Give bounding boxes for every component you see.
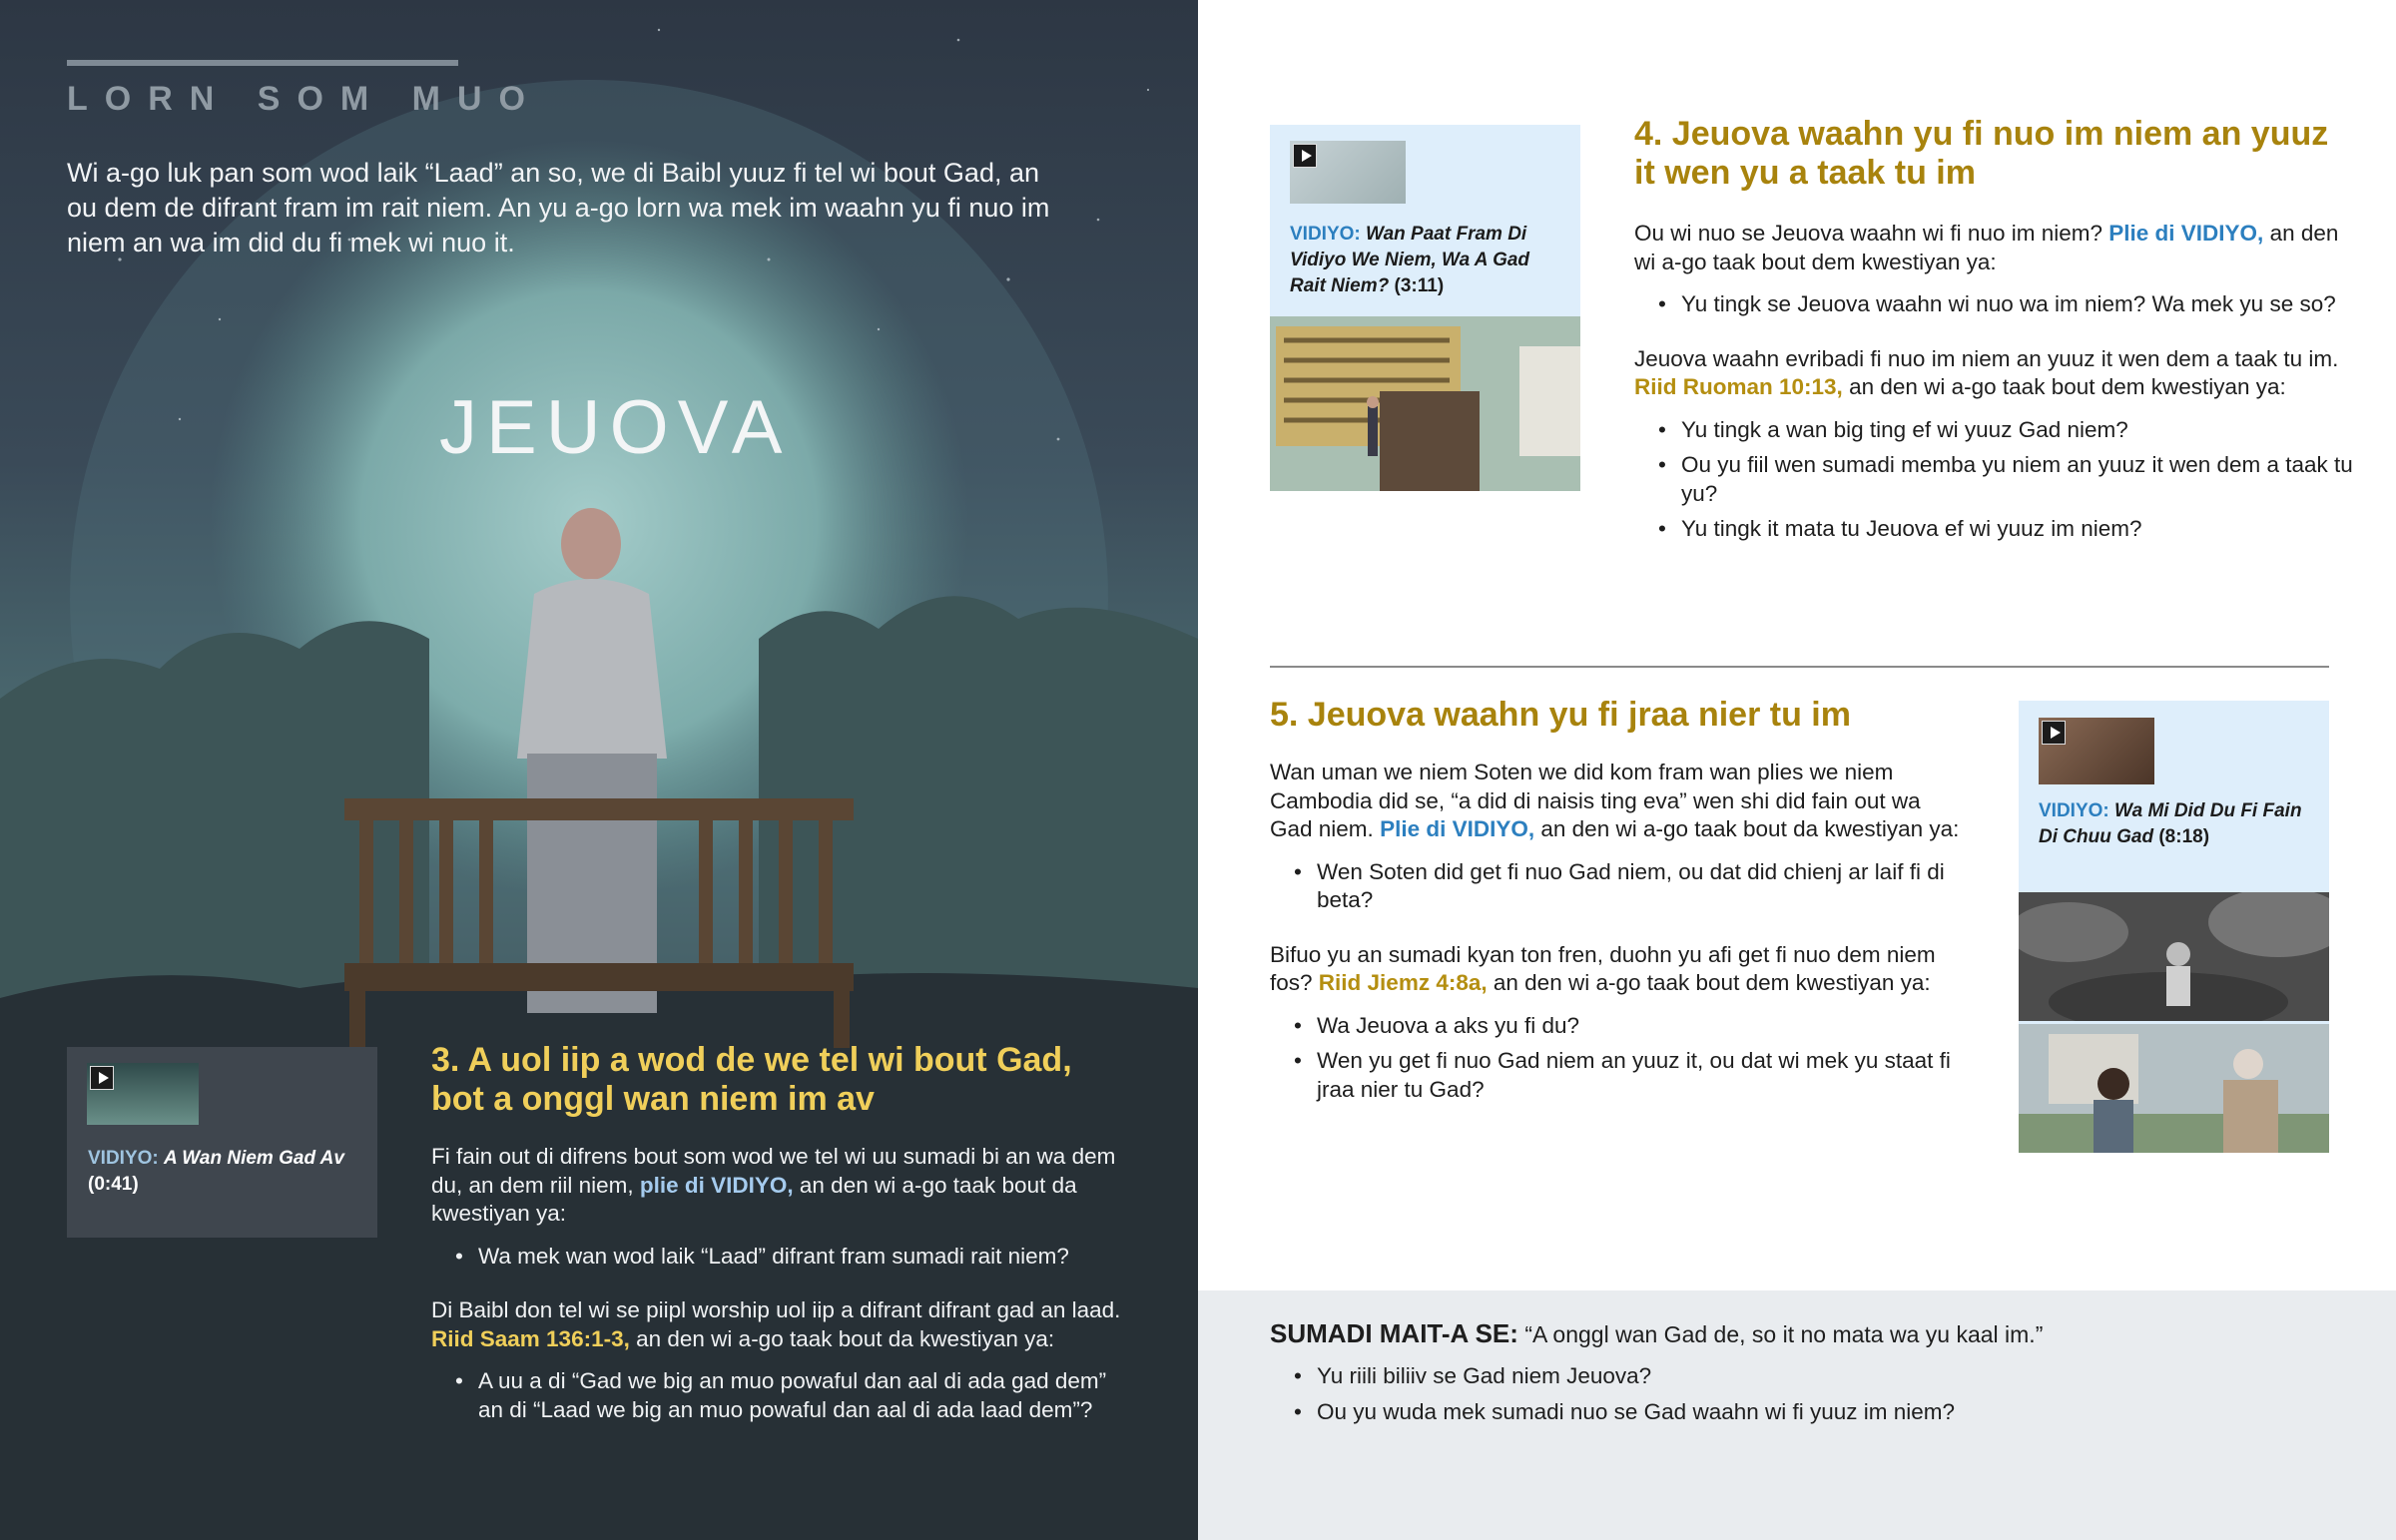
right-panel [1198,0,2396,1540]
section-3-body [431,1143,1130,1450]
question: • Ou yu wuda mek sumadi nuo se Gad waahn wi fi yuuz im niem? [1270,1398,2368,1427]
video-thumbnail[interactable] [87,1063,199,1125]
video-duration: (3:11) [1394,275,1445,296]
video-caption: VIDIYO: Wa Mi Did Du Fi Fain Di Chuu Gad (8:18) [2039,800,2302,847]
video-still-image [2019,1024,2329,1153]
video-card-4[interactable] [1270,125,1580,491]
video-duration: (8:18) [2158,826,2210,847]
question: • Yu tingk it mata tu Jeuova ef wi yuuz im niem? [1634,515,2363,544]
section-3-paragraph-2: Di Baibl don tel wi se piipl worship uol iip a difrant difrant gad an laad. Riid Saam 136:1-3, an den wi a-go taak bout da kwestiyan ya: [431,1297,1121,1351]
video-still-image [2019,892,2329,1021]
someone-might-say [1270,1318,2368,1349]
play-video-link[interactable]: Plie di VIDIYO, [1380,816,1535,841]
video-still-image [1270,316,1580,491]
manuscript-scene [1270,316,1580,491]
question: • Yu riili biliiv se Gad niem Jeuova? [1270,1362,2368,1391]
question-list [1634,416,2363,544]
play-video-link[interactable]: plie di VIDIYO, [639,1172,794,1198]
question: • Yu tingk se Jeuova waahn wi nuo wa im niem? Wa mek yu se so? [1634,290,2363,319]
video-card-3[interactable] [67,1047,377,1238]
question-list [431,1367,1130,1424]
play-icon[interactable] [90,1066,114,1090]
scripture-reference[interactable]: Riid Jiemz 4:8a, [1318,970,1488,995]
section-divider [1270,666,2329,668]
question: • A uu a di “Gad we big an muo powaful dan aal di ada gad dem” an di “Laad we big an muo powaful dan aal di ada laad dem”? [431,1367,1130,1424]
question: • Wen Soten did get fi nuo Gad niem, ou dat did chienj ar laif fi di beta? [1270,858,1969,915]
question: • Wen yu get fi nuo Gad niem an yuuz it, ou dat wi mek yu staat fi jraa nier tu Gad? [1270,1047,1969,1104]
play-icon[interactable] [1293,144,1317,168]
section-4-paragraph-1: Ou wi nuo se Jeuova waahn wi fi nuo im niem? Plie di VIDIYO, an den wi a-go taak bout dem kwestiyan ya: [1634,221,2339,274]
footer-box [1198,1290,2396,1540]
video-duration: (0:41) [88,1174,139,1195]
illustration-word: JEUOVA [439,385,792,470]
garden-scene [2019,892,2329,1021]
conversation-scene [2019,1024,2329,1153]
video-card-5[interactable] [2019,701,2329,1153]
video-thumbnail[interactable] [2039,718,2154,784]
video-title: A Wan Niem Gad Av [164,1148,344,1169]
scripture-reference[interactable]: Riid Saam 136:1-3, [431,1325,630,1351]
section-4-paragraph-2: Jeuova waahn evribadi fi nuo im niem an yuuz it wen dem a taak tu im. Riid Ruoman 10:13, an den wi a-go taak bout dem kwestiyan ya: [1634,345,2339,399]
section-label: LORN SOM MUO [67,80,542,118]
video-thumbnail[interactable] [1290,141,1406,204]
section-3-heading: 3. A uol iip a wod de we tel wi bout Gad, bot a onggl wan niem im av [431,1041,1072,1118]
intro-paragraph: Wi a-go luk pan som wod laik “Laad” an so, we di Baibl yuuz fi tel wi bout Gad, an ou dem de difrant fram im rait niem. An yu a-go lorn wa mek im waahn yu fi nuo im niem an wa im did du fi mek wi nuo it. [67,158,1050,257]
section-5-paragraph-2: Bifuo yu an sumadi kyan ton fren, duohn yu afi get fi nuo dem niem fos? Riid Jiemz 4:8a, an den wi a-go taak bout dem kwestiyan ya: [1270,941,1936,995]
video-title: Wa Mi Did Du Fi Fain Di Chuu Gad [2039,800,2302,847]
section-4-heading: 4. Jeuova waahn yu fi nuo im niem an yuuz it wen yu a taak tu im [1634,115,2329,192]
scripture-reference[interactable]: Riid Ruoman 10:13, [1634,374,1843,399]
footer-label: SUMADI MAIT-A SE: [1270,1318,1518,1348]
question-list [1634,290,2363,319]
video-caption: VIDIYO: Wan Paat Fram Di Vidiyo We Niem, Wa A Gad Rait Niem? (3:11) [1290,224,1530,296]
section-label-bar [67,60,458,66]
play-icon[interactable] [2042,721,2066,745]
question: • Wa Jeuova a aks yu fi du? [1270,1012,1969,1041]
video-caption: VIDIYO: A Wan Niem Gad Av (0:41) [88,1148,344,1195]
section-5-body [1270,759,1969,1130]
section-5-paragraph-1: Wan uman we niem Soten we did kom fram wan plies we niem Cambodia did se, “a did di naisis ting eva” wen shi did fain out wa Gad niem. Plie di VIDIYO, an den wi a-go taak bout da kwestiyan ya: [1270,760,1960,841]
section-5-heading: 5. Jeuova waahn yu fi jraa nier tu im [1270,696,1851,734]
question-list [431,1243,1130,1272]
question-list [1270,1362,2368,1433]
question: • Ou yu fiil wen sumadi memba yu niem an yuuz it wen dem a taak tu yu? [1634,451,2363,508]
section-4-body [1634,220,2363,570]
question: • Yu tingk a wan big ting ef wi yuuz Gad niem? [1634,416,2363,445]
play-video-link[interactable]: Plie di VIDIYO, [2108,221,2264,246]
question: • Wa mek wan wod laik “Laad” difrant fram sumadi rait niem? [431,1243,1130,1272]
section-3-paragraph-1: Fi fain out di difrens bout som wod we tel wi uu sumadi bi an wa dem du, an dem riil niem, plie di VIDIYO, an den wi a-go taak bout da kwestiyan ya: [431,1144,1116,1226]
video-title: Wan Paat Fram Di Vidiyo We Niem, Wa A Gad Rait Niem? [1290,224,1530,296]
footer-quote: “A onggl wan Gad de, so it no mata wa yu kaal im.” [1524,1321,2044,1347]
question-list [1270,858,1969,915]
question-list [1270,1012,1969,1105]
